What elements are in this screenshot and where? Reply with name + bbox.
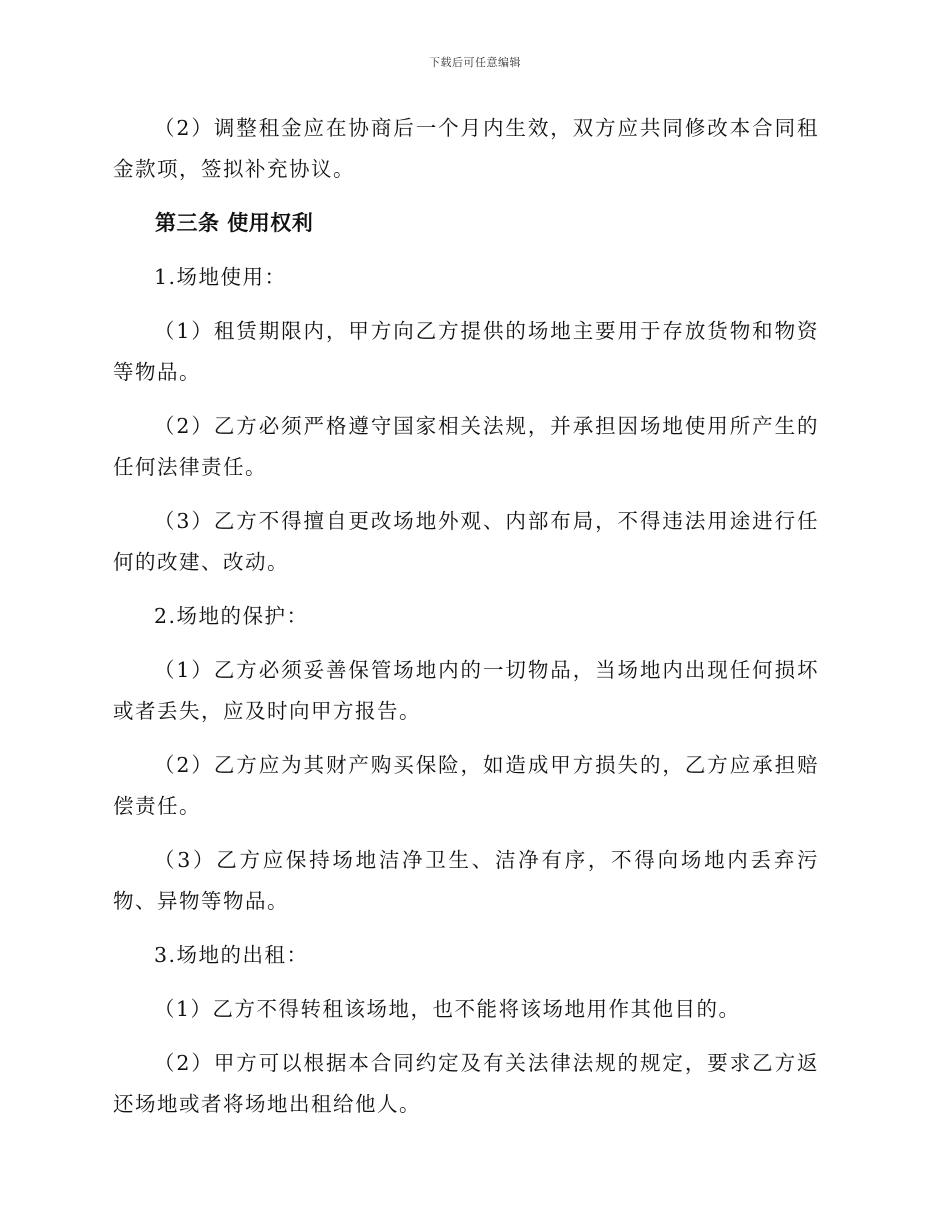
paragraph-rent-adjustment: （2）调整租金应在协商后一个月内生效，双方应共同修改本合同租金款项，签拟补充协议。 bbox=[113, 116, 819, 181]
clause-3-1: （1）乙方不得转租该场地，也不能将该场地用作其他目的。 bbox=[154, 997, 741, 1021]
page-header: 下载后可任意编辑 bbox=[429, 56, 521, 69]
clause-1-2: （2）乙方必须严格遵守国家相关法规，并承担因场地使用所产生的任何法律责任。 bbox=[113, 414, 819, 479]
clause-1-3: （3）乙方不得擅自更改场地外观、内部布局，不得违法用途进行任何的改建、改动。 bbox=[113, 509, 819, 574]
clause-2-3: （3）乙方应保持场地洁净卫生、洁净有序，不得向场地内丢弃污物、异物等物品。 bbox=[113, 848, 819, 913]
clause-1-1: （1）租赁期限内，甲方向乙方提供的场地主要用于存放货物和物资等物品。 bbox=[113, 319, 819, 384]
document-body bbox=[113, 108, 819, 1138]
section-title-site-rental: 3.场地的出租： bbox=[154, 943, 309, 967]
clause-3-2: （2）甲方可以根据本合同约定及有关法律法规的规定，要求乙方返还场地或者将场地出租给他人。 bbox=[113, 1051, 819, 1116]
clause-2-2: （2）乙方应为其财产购买保险，如造成甲方损失的，乙方应承担赔偿责任。 bbox=[113, 753, 819, 818]
clause-2-1: （1）乙方必须妥善保管场地内的一切物品，当场地内出现任何损坏或者丢失，应及时向甲方报告。 bbox=[113, 658, 819, 723]
section-title-site-protection: 2.场地的保护： bbox=[154, 604, 309, 628]
section-title-site-use: 1.场地使用： bbox=[154, 265, 287, 289]
article-heading: 第三条 使用权利 bbox=[155, 211, 314, 235]
